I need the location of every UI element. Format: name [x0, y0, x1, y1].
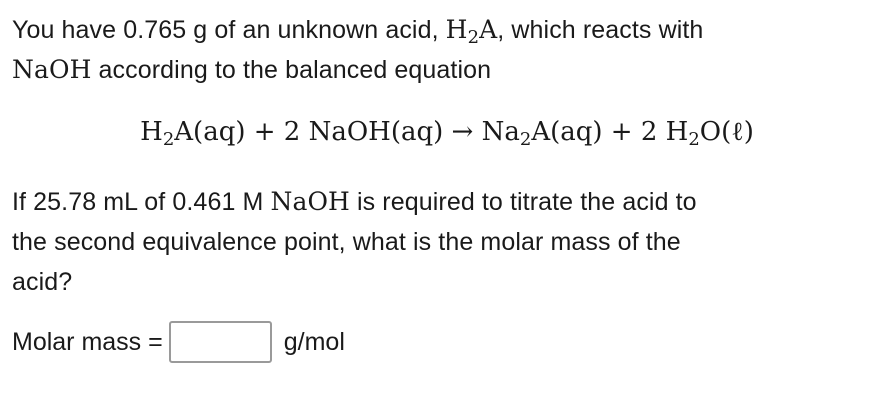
equation-part: O(ℓ): [699, 117, 754, 147]
question-line-3: [12, 182, 697, 222]
question-text: according to the balanced equation: [91, 56, 492, 84]
molar-mass-input[interactable]: [169, 321, 272, 363]
question-line-5: acid?: [12, 268, 73, 296]
formula-part: A: [479, 15, 498, 44]
question-line-4: the second equivalence point, what is the molar mass of the: [12, 228, 681, 256]
acid-formula: [445, 15, 498, 48]
equation-subscript: 2: [519, 129, 532, 150]
equation-subscript: 2: [162, 129, 175, 150]
answer-label: Molar mass =: [12, 327, 163, 356]
question-text: , which reacts with: [497, 16, 704, 44]
question-text: is required to titrate the acid to: [349, 188, 697, 216]
formula-subscript: 2: [467, 27, 480, 48]
equation-part: A(aq) + 2 NaOH(aq) → Na: [174, 117, 520, 147]
equation-part: A(aq) + 2 H: [531, 117, 689, 147]
question-line-1: [12, 10, 703, 50]
question-text: If 25.78 mL of 0.461 M: [12, 188, 271, 216]
question-text: You have 0.765 g of an unknown acid,: [12, 16, 446, 44]
question-line-2: [12, 50, 491, 90]
base-formula: NaOH: [270, 187, 350, 216]
answer-unit: g/mol: [283, 327, 345, 356]
balanced-equation: [0, 110, 894, 154]
base-formula: NaOH: [12, 55, 92, 84]
formula-part: H: [445, 15, 468, 44]
equation-subscript: 2: [688, 129, 700, 150]
equation-part: H: [140, 117, 163, 147]
answer-row: [12, 318, 345, 366]
